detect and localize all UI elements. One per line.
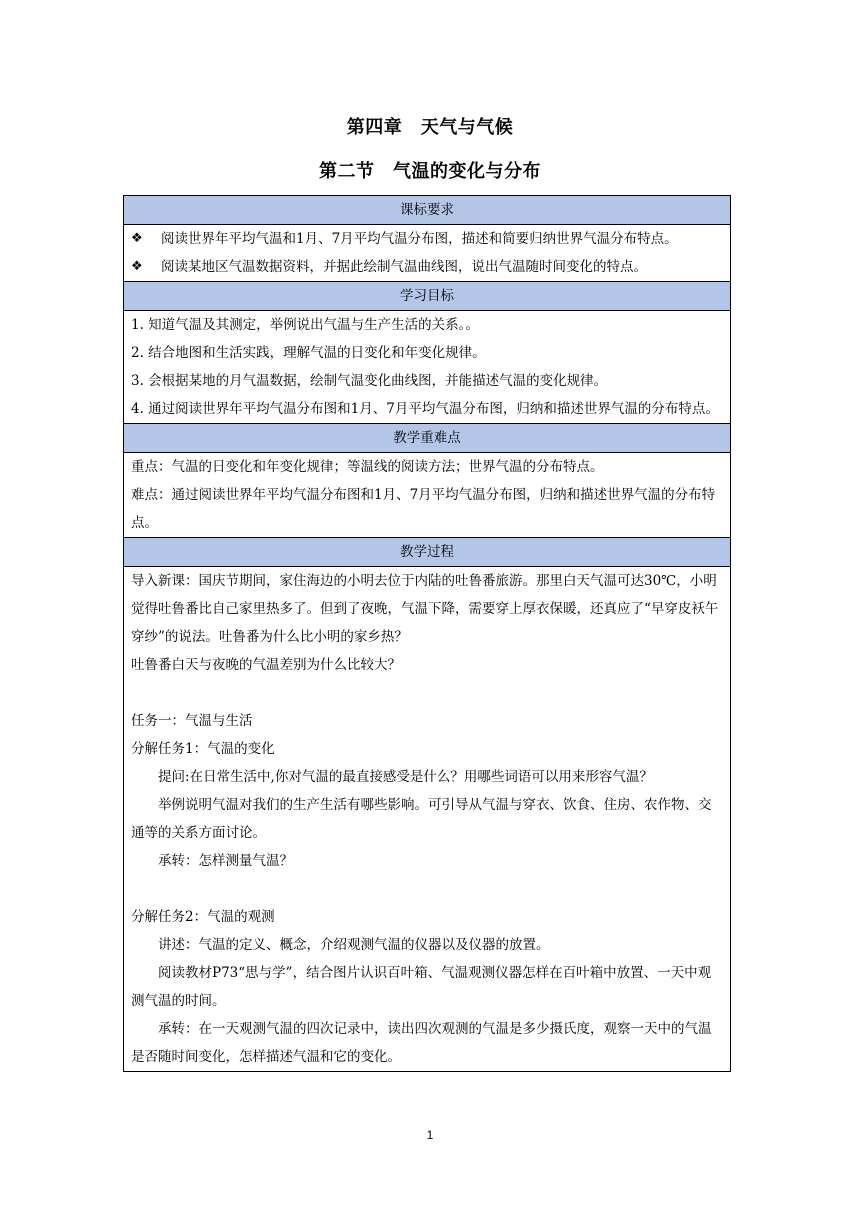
curriculum-item	[131, 253, 723, 281]
objectives-cell	[124, 311, 731, 424]
objective-item: 3. 会根据某地的月气温数据，绘制气温变化曲线图，并能描述气温的变化规律。	[131, 373, 608, 389]
curriculum-item-text: 阅读某地区气温数据资料，并据此绘制气温曲线图，说出气温随时间变化的特点。	[161, 259, 647, 275]
process-paragraph: 举例说明气温对我们的生产生活有哪些影响。可引导从气温与穿衣、饮食、住房、农作物、交通等的关系方面讨论。	[131, 797, 712, 841]
blank-line	[131, 679, 723, 707]
process-paragraph: 承转：在一天观测气温的四次记录中，读出四次观测的气温是多少摄氏度，观察一天中的气温是否随时间变化，怎样描述气温和它的变化。	[131, 1021, 712, 1065]
task-heading: 任务一：气温与生活	[131, 713, 253, 729]
diamond-bullet-icon: ❖	[131, 231, 143, 246]
process-paragraph: 提问:在日常生活中,你对气温的最直接感受是什么？用哪些词语可以用来形容气温？	[158, 769, 653, 785]
key-points-cell	[124, 453, 731, 538]
objective-item: 4. 通过阅读世界年平均气温分布图和1月、7月平均气温分布图，归纳和描述世界气温的分布特点。	[131, 401, 719, 417]
question-paragraph: 吐鲁番白天与夜晚的气温差别为什么比较大？	[131, 657, 401, 673]
focus-text: 重点：气温的日变化和年变化规律；等温线的阅读方法；世界气温的分布特点。	[131, 459, 604, 475]
curriculum-header: 课标要求	[124, 196, 731, 225]
subtask-heading: 分解任务1：气温的变化	[131, 741, 275, 757]
process-header: 教学过程	[124, 538, 731, 567]
curriculum-item-text: 阅读世界年平均气温和1月、7月平均气温分布图，描述和简要归纳世界气温分布特点。	[161, 231, 678, 247]
curriculum-cell	[124, 225, 731, 282]
process-paragraph: 承转：怎样测量气温？	[158, 853, 293, 869]
objective-item: 1. 知道气温及其测定，举例说出气温与生产生活的关系。。	[131, 317, 479, 333]
difficulty-text: 难点：通过阅读世界年平均气温分布图和1月、7月平均气温分布图，归纳和描述世界气温的分布特点。	[131, 487, 716, 531]
chapter-title: 第四章 天气与气候	[346, 117, 514, 138]
lesson-plan-table	[123, 195, 731, 1072]
page-number: 1	[426, 1128, 434, 1142]
diamond-bullet-icon: ❖	[131, 259, 143, 274]
subtask-heading: 分解任务2：气温的观测	[131, 909, 275, 925]
intro-paragraph: 导入新课：国庆节期间，家住海边的小明去位于内陆的吐鲁番旅游。那里白天气温可达30℃，小明觉得吐鲁番比自己家里热多了。但到了夜晚，气温下降，需要穿上厚衣保暖，还真应了“早穿皮袄午穿纱”的说法。吐鲁番为什么比小明的家乡热？	[131, 573, 719, 645]
process-paragraph: 讲述：气温的定义、概念，介绍观测气温的仪器以及仪器的放置。	[158, 937, 550, 953]
objectives-header: 学习目标	[124, 282, 731, 311]
curriculum-item	[131, 225, 723, 253]
objective-item: 2. 结合地图和生活实践，理解气温的日变化和年变化规律。	[131, 345, 486, 361]
process-cell	[124, 567, 731, 1072]
key-points-header: 教学重难点	[124, 424, 731, 453]
blank-line	[131, 875, 723, 903]
process-paragraph: 阅读教材P73“思与学”，结合图片认识百叶箱、气温观测仪器怎样在百叶箱中放置、一天中观测气温的时间。	[131, 965, 712, 1009]
section-title: 第二节 气温的变化与分布	[319, 161, 541, 182]
